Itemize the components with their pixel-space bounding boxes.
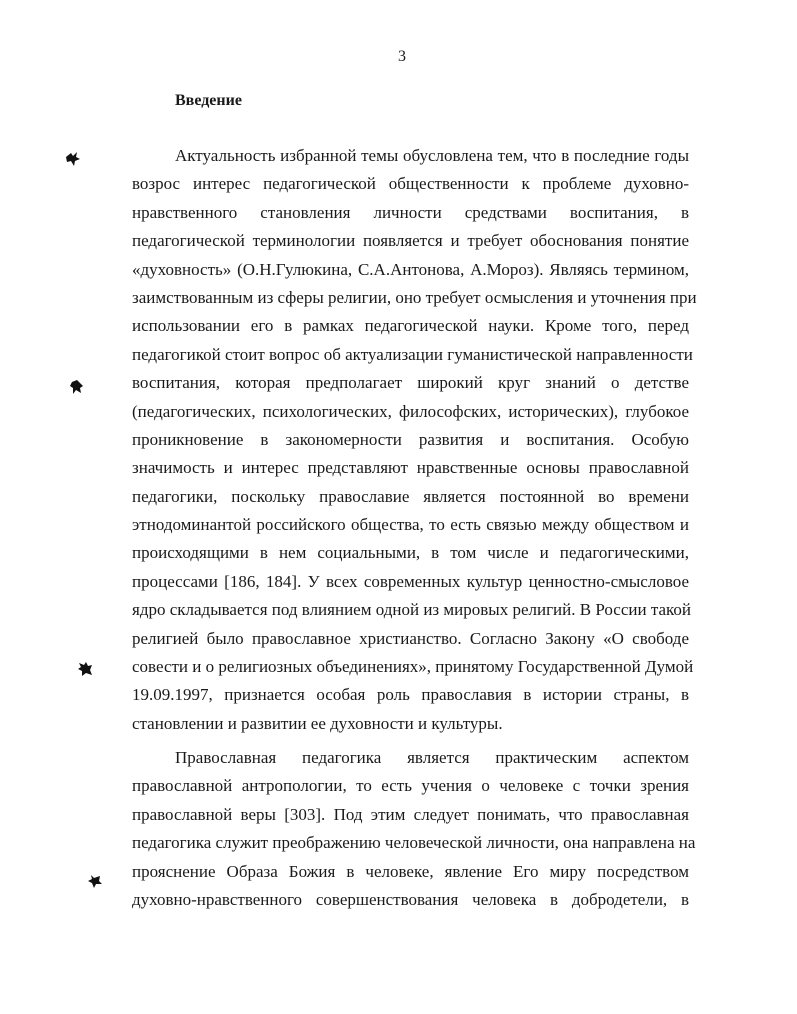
text-line: педагогической терминологии появляется и требует обоснования понятие	[132, 231, 689, 251]
text-line: педагогикой стоит вопрос об актуализации гуманистической направленности	[132, 344, 693, 364]
paragraph-2	[132, 744, 696, 914]
ink-blot-icon	[68, 378, 86, 396]
text-line: процессами [186, 184]. У всех современных культур ценностно-смысловое	[132, 571, 689, 591]
section-heading: Введение	[175, 92, 242, 109]
ink-blot-icon	[64, 150, 82, 168]
text-line: происходящими в нем социальными, в том числе и педагогическими,	[132, 543, 689, 563]
text-line: нравственного становления личности средствами воспитания, в	[132, 202, 689, 222]
text-line: Актуальность избранной темы обусловлена тем, что в последние годы	[175, 146, 689, 165]
text-line: «духовность» (О.Н.Гулюкина, С.А.Антонова, А.Мороз). Являясь термином,	[132, 259, 689, 279]
text-line: ядро складывается под влиянием одной из мировых религий. В России такой	[132, 600, 691, 620]
text-line: православной веры [303]. Под этим следует понимать, что православная	[132, 804, 689, 824]
ink-blot-icon	[86, 872, 104, 890]
text-line: духовно-нравственного совершенствования человека в добродетели, в	[132, 889, 689, 909]
text-line: становлении и развитии ее духовности и культуры.	[132, 713, 503, 733]
text-line: педагогики, поскольку православие является постоянной во времени	[132, 486, 689, 506]
text-line: православной антропологии, то есть учения о человеке с точки зрения	[132, 776, 689, 796]
page-number: 3	[398, 48, 406, 65]
text-line: проникновение в закономерности развития и воспитания. Особую	[132, 429, 689, 449]
text-line: этнодоминантой российского общества, то есть связью между обществом и	[132, 515, 689, 535]
text-line: прояснение Образа Божия в человеке, явление Его миру посредством	[132, 861, 689, 881]
text-line: (педагогических, психологических, философских, исторических), глубокое	[132, 401, 689, 421]
text-line: Православная педагогика является практическим аспектом	[175, 748, 689, 767]
text-line: заимствованным из сферы религии, оно требует осмысления и уточнения при	[132, 287, 697, 307]
text-line: педагогика служит преображению человеческой личности, она направлена на	[132, 833, 696, 853]
text-line: возрос интерес педагогической общественности к проблеме духовно-	[132, 174, 689, 194]
text-line: использовании его в рамках педагогической науки. Кроме того, перед	[132, 316, 689, 336]
text-line: религией было православное христианство. Согласно Закону «О свободе	[132, 628, 689, 648]
ink-blot-icon	[76, 660, 94, 678]
text-line: значимость и интерес представляют нравственные основы православной	[132, 458, 689, 478]
text-line: воспитания, которая предполагает широкий круг знаний о детстве	[132, 373, 689, 393]
text-line: 19.09.1997, признается особая роль православия в истории страны, в	[132, 685, 689, 705]
paragraph-1	[132, 142, 697, 738]
text-line: совести и о религиозных объединениях», принятому Государственной Думой	[132, 657, 694, 677]
